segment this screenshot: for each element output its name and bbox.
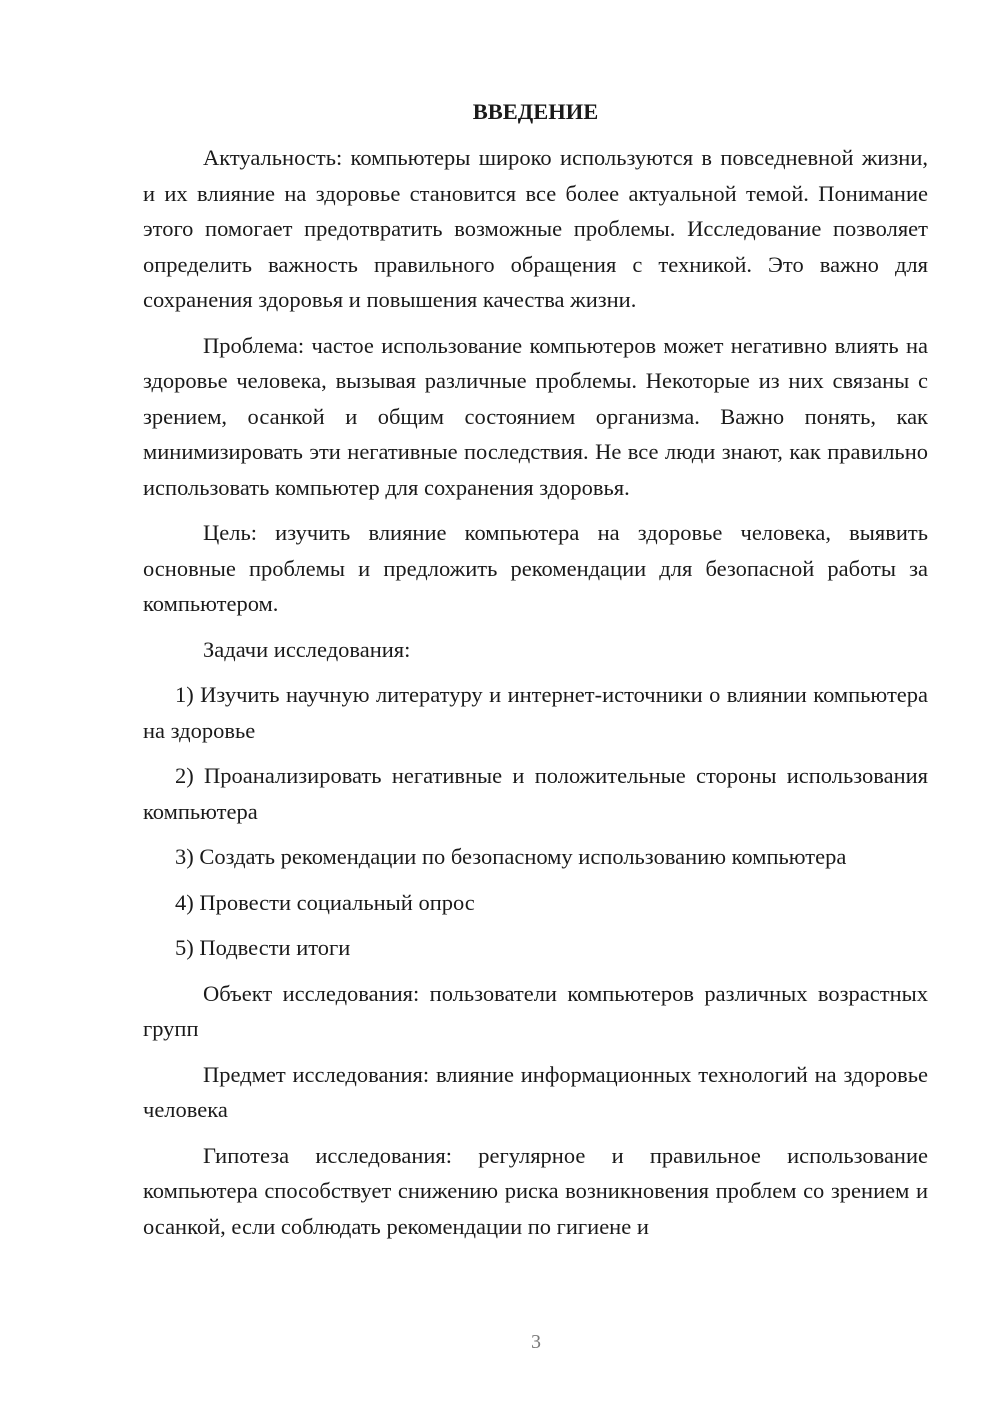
paragraph-problem: Проблема: частое использование компьютеров может негативно влиять на здоровье человека, вызывая различные проблемы. Некоторые из них связаны с зрением, осанкой и общим состоянием организма. Важно понять, как минимизировать эти негативные последствия. Не все люди знают, как правильно использовать компьютер для сохранения здоровья. — [143, 332, 928, 500]
paragraph-goal: Цель: изучить влияние компьютера на здоровье человека, выявить основные проблемы и предложить рекомендации для безопасной работы за компьютером. — [143, 520, 928, 616]
section-heading: ВВЕДЕНИЕ — [472, 99, 599, 124]
paragraph-subject: Предмет исследования: влияние информационных технологий на здоровье человека — [143, 1061, 928, 1122]
task-item-3: 3) Создать рекомендации по безопасному использованию компьютера — [175, 844, 847, 869]
task-item-2: 2) Проанализировать негативные и положительные стороны использования компьютера — [143, 763, 928, 824]
page-content — [143, 94, 928, 1254]
task-item-5: 5) Подвести итоги — [175, 935, 351, 960]
paragraph-hypothesis: Гипотеза исследования: регулярное и правильное использование компьютера способствует снижению риска возникновения проблем со зрением и осанкой, если соблюдать рекомендации по гигиене и — [143, 1142, 928, 1239]
paragraph-relevance: Актуальность: компьютеры широко используются в повседневной жизни, и их влияние на здоровье становится все более актуальной темой. Понимание этого помогает предотвратить возможные проблемы. Исследование позволяет определить важность правильного обращения с техникой. Это важно для сохранения здоровья и повышения качества жизни. — [143, 145, 928, 312]
page-number: 3 — [531, 1331, 541, 1353]
paragraph-tasks-title: Задачи исследования: — [203, 636, 411, 662]
task-item-1: 1) Изучить научную литературу и интернет-источники о влиянии компьютера на здоровье — [143, 682, 928, 743]
task-item-4: 4) Провести социальный опрос — [175, 889, 475, 915]
paragraph-object: Объект исследования: пользователи компьютеров различных возрастных групп — [143, 980, 928, 1041]
